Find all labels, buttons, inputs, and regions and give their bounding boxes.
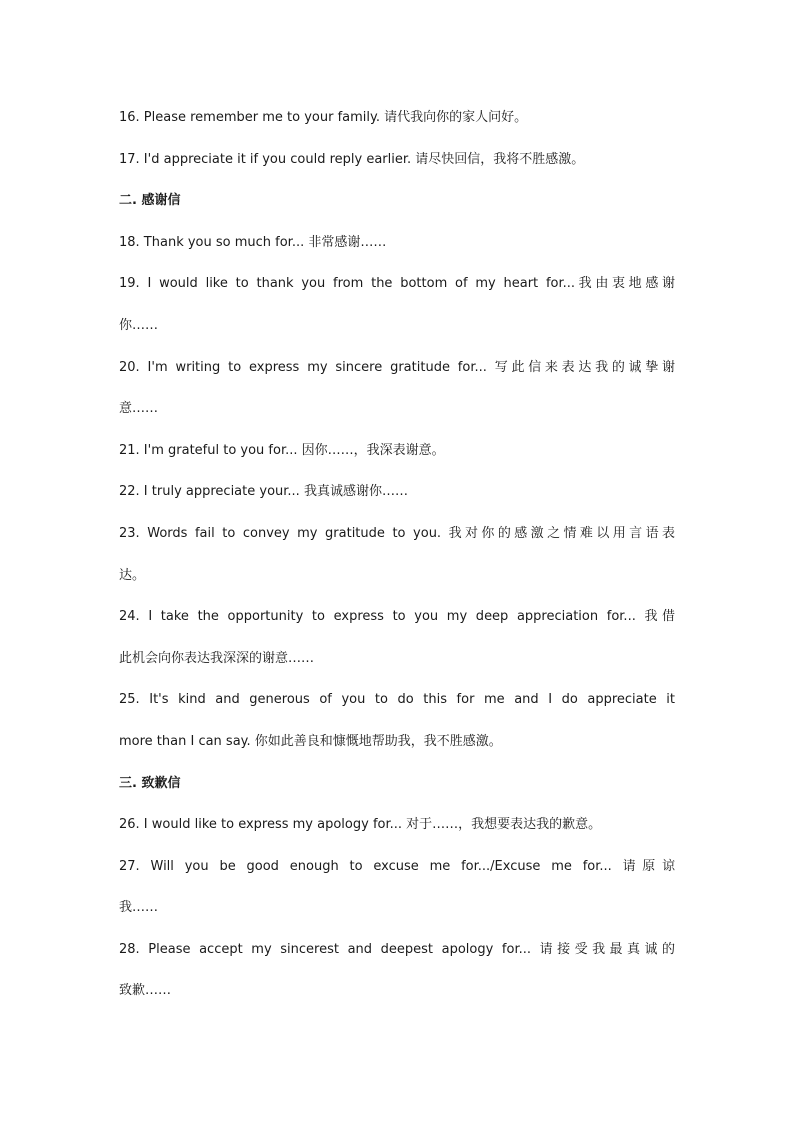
phrase-line-27: 27. Will you be good enough to excuse me for.../Excuse me for... 请原谅 [119, 858, 675, 874]
phrase-line-19-continued: 你…… [119, 317, 159, 333]
phrase-line-24-continued: 此机会向你表达我深深的谢意…… [119, 650, 315, 666]
phrase-line-18: 18. Thank you so much for... 非常感谢…… [119, 234, 387, 250]
phrase-line-20-continued: 意…… [119, 401, 159, 417]
section-heading-thank-you-letter: 二. 感谢信 [119, 193, 181, 209]
phrase-line-23-continued: 达。 [119, 567, 146, 583]
phrase-line-26: 26. I would like to express my apology for... 对于……，我想要表达我的歉意。 [119, 817, 602, 833]
phrase-line-23: 23. Words fail to convey my gratitude to you. 我对你的感激之情难以用言语表 [119, 525, 675, 541]
phrase-line-28: 28. Please accept my sincerest and deepest apology for... 请接受我最真诚的 [119, 941, 675, 957]
section-heading-apology-letter: 三. 致歉信 [119, 775, 181, 791]
phrase-line-25-continued: more than I can say. 你如此善良和慷慨地帮助我，我不胜感激。 [119, 733, 502, 749]
phrase-line-24: 24. I take the opportunity to express to you my deep appreciation for... 我借 [119, 609, 675, 625]
phrase-line-19: 19. I would like to thank you from the bottom of my heart for...我由衷地感谢 [119, 276, 675, 292]
phrase-line-20: 20. I'm writing to express my sincere gratitude for... 写此信来表达我的诚挚谢 [119, 359, 675, 375]
phrase-line-22: 22. I truly appreciate your... 我真诚感谢你…… [119, 484, 408, 500]
document-body [119, 103, 675, 1018]
phrase-line-16: 16. Please remember me to your family. 请代我向你的家人问好。 [119, 110, 528, 125]
phrase-line-25: 25. It's kind and generous of you to do this for me and I do appreciate it [119, 692, 675, 708]
phrase-line-21: 21. I'm grateful to you for... 因你……，我深表谢意。 [119, 442, 445, 458]
phrase-line-27-continued: 我…… [119, 900, 159, 916]
phrase-line-28-continued: 致歉…… [119, 983, 172, 999]
phrase-line-17: 17. I'd appreciate it if you could reply earlier. 请尽快回信，我将不胜感激。 [119, 151, 585, 167]
